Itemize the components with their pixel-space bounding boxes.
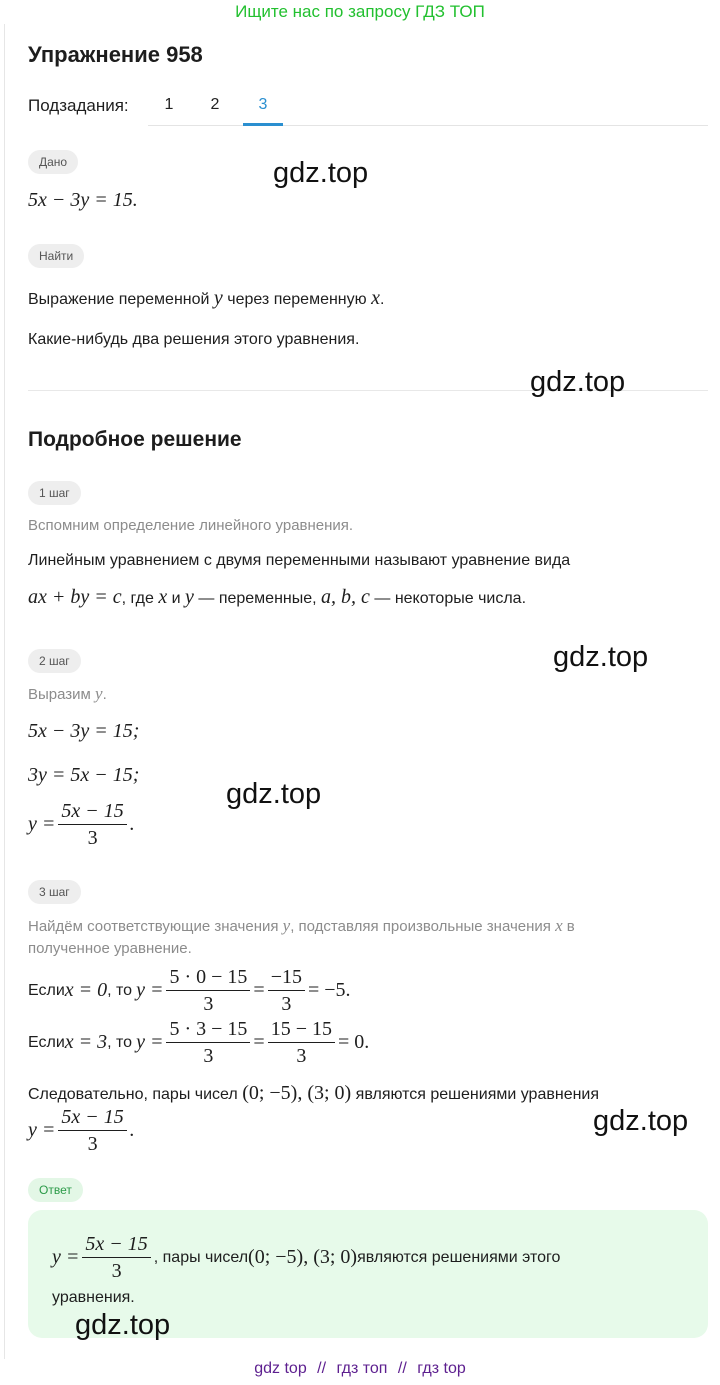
step3-pill: 3 шаг xyxy=(28,880,81,904)
step1-definition: ax + by = c, где x и y — переменные, a, b, c — некоторые числа. xyxy=(28,586,527,608)
find-pill: Найти xyxy=(28,244,84,268)
step3-hint-line-1: Найдём соответствующие значения y, подставляя произвольные значения x в xyxy=(28,916,575,935)
watermark: gdz.top xyxy=(593,1105,689,1137)
step3-conclusion: Следовательно, пары чисел (0; −5), (3; 0) являются решениями уравнения xyxy=(28,1082,600,1104)
watermark: gdz.top xyxy=(273,157,369,189)
page-title: Упражнение 958 xyxy=(28,42,203,67)
tab-subtask-2[interactable]: 2 xyxy=(210,96,220,113)
watermark: gdz.top xyxy=(226,778,322,810)
step3-row-2: Если x = 3 , то y = $\frac{5 \cdot 3 - 15}{3}$ = $\frac{15 - 15}{3}$ = 0. xyxy=(28,1018,370,1067)
step1-hint: Вспомним определение линейного уравнения. xyxy=(28,517,354,534)
footer-links xyxy=(0,1360,720,1378)
footer-separator: // xyxy=(397,1360,407,1377)
footer-separator: // xyxy=(317,1360,327,1377)
tabs-divider xyxy=(148,125,708,126)
footer-link-gdz-top[interactable]: gdz top xyxy=(254,1360,307,1377)
step3-row-1: Если x = 0 , то y = $\frac{5 \cdot 0 - 15}{3}$ = $\frac{-15}{3}$ = −5. xyxy=(28,966,351,1015)
footer-link-gdz-top-ru[interactable]: гдз топ xyxy=(336,1360,388,1377)
step3-conclusion-formula: y = $\frac{5x - 15}{3}$ . xyxy=(28,1106,135,1155)
answer-pill: Ответ xyxy=(28,1178,83,1202)
watermark: gdz.top xyxy=(530,366,626,398)
watermark: gdz.top xyxy=(75,1309,171,1341)
subtasks-label: Подзадания: xyxy=(28,96,129,115)
step2-eq2: 3y = 5x − 15; xyxy=(28,764,140,786)
step1-pill: 1 шаг xyxy=(28,481,81,505)
given-pill: Дано xyxy=(28,150,78,174)
solution-heading: Подробное решение xyxy=(28,428,242,451)
step3-hint-line-2: полученное уравнение. xyxy=(28,940,192,957)
answer-line-2: уравнения. xyxy=(52,1289,135,1306)
given-equation: 5x − 3y = 15. xyxy=(28,189,138,211)
step2-eq3: y = $\frac{5x - 15}{3}$ . xyxy=(28,800,135,849)
search-banner: Ищите нас по запросу ГДЗ ТОП xyxy=(235,2,485,21)
active-tab-indicator xyxy=(243,123,283,126)
find-line-1: Выражение переменной y через переменную x. xyxy=(28,287,385,309)
footer-link-gdz-top-mixed[interactable]: гдз top xyxy=(417,1360,466,1377)
card-border xyxy=(4,24,5,1359)
tab-subtask-3[interactable]: 3 xyxy=(258,96,268,113)
step2-hint: Выразим y. xyxy=(28,684,107,703)
step1-text: Линейным уравнением с двумя переменными называют уравнение вида xyxy=(28,552,571,569)
answer-line-1: y = $\frac{5x - 15}{3}$ , пары чисел (0; −5), (3; 0) являются решениями этого xyxy=(52,1233,561,1282)
step2-eq1: 5x − 3y = 15; xyxy=(28,720,140,742)
step2-pill: 2 шаг xyxy=(28,649,81,673)
find-line-2: Какие-нибудь два решения этого уравнения. xyxy=(28,331,360,348)
tab-subtask-1[interactable]: 1 xyxy=(164,96,174,113)
watermark: gdz.top xyxy=(553,641,649,673)
